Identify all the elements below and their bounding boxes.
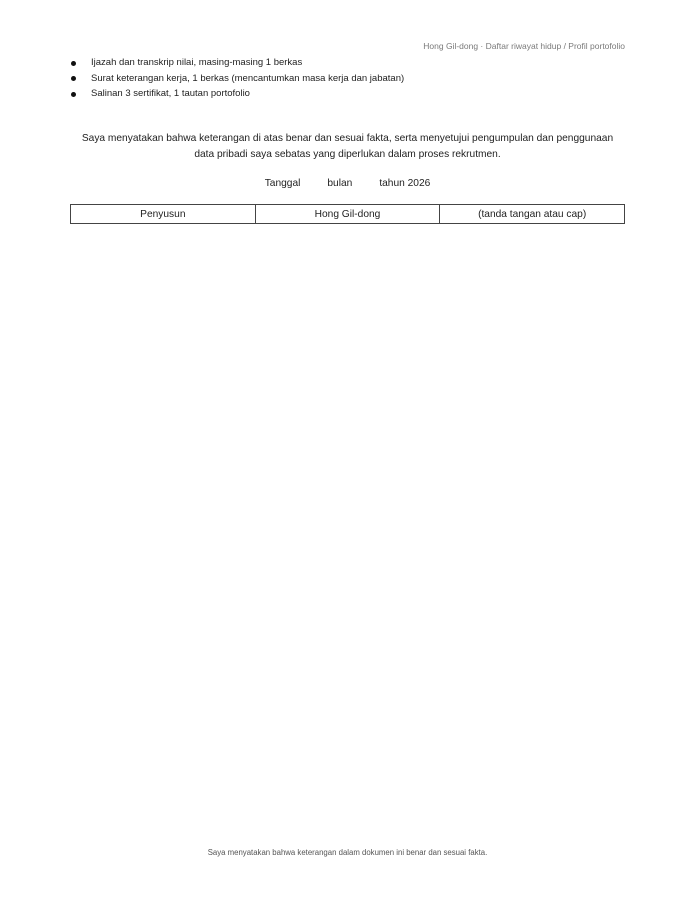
date-year-label: tahun 2026 <box>379 178 431 189</box>
bullet-icon <box>71 61 76 66</box>
bullet-icon <box>71 76 76 81</box>
bullet-icon <box>71 92 76 97</box>
list-item <box>70 55 625 71</box>
page-footer: Saya menyatakan bahwa keterangan dalam dokumen ini benar dan sesuai fakta. <box>207 848 488 857</box>
list-item <box>70 71 625 87</box>
date-month-label: bulan <box>327 178 353 189</box>
page-header: Hong Gil-dong · Daftar riwayat hidup / Profil portofolio <box>423 41 625 51</box>
declaration-line-2: data pribadi saya sebatas yang diperlukan dalam proses rekrutmen. <box>194 149 501 160</box>
declaration-line-1: Saya menyatakan bahwa keterangan di atas benar dan sesuai fakta, serta menyetujui pengumpulan dan penggunaan <box>81 133 614 144</box>
list-item-text: Ijazah dan transkrip nilai, masing-masing 1 berkas <box>91 57 303 68</box>
signature-name-cell: Hong Gil-dong <box>255 205 440 224</box>
signature-table <box>70 204 625 224</box>
list-item <box>70 86 625 102</box>
attachment-list <box>70 55 625 102</box>
date-line <box>70 177 625 191</box>
date-day-label: Tanggal <box>264 178 301 189</box>
table-row <box>71 205 625 224</box>
list-item-text: Surat keterangan kerja, 1 berkas (mencantumkan masa kerja dan jabatan) <box>91 72 405 84</box>
list-item-text: Salinan 3 sertifikat, 1 tautan portofolio <box>91 88 250 99</box>
signature-sign-cell: (tanda tangan atau cap) <box>440 205 625 224</box>
declaration-statement <box>70 131 625 163</box>
signature-role-cell: Penyusun <box>71 205 256 224</box>
